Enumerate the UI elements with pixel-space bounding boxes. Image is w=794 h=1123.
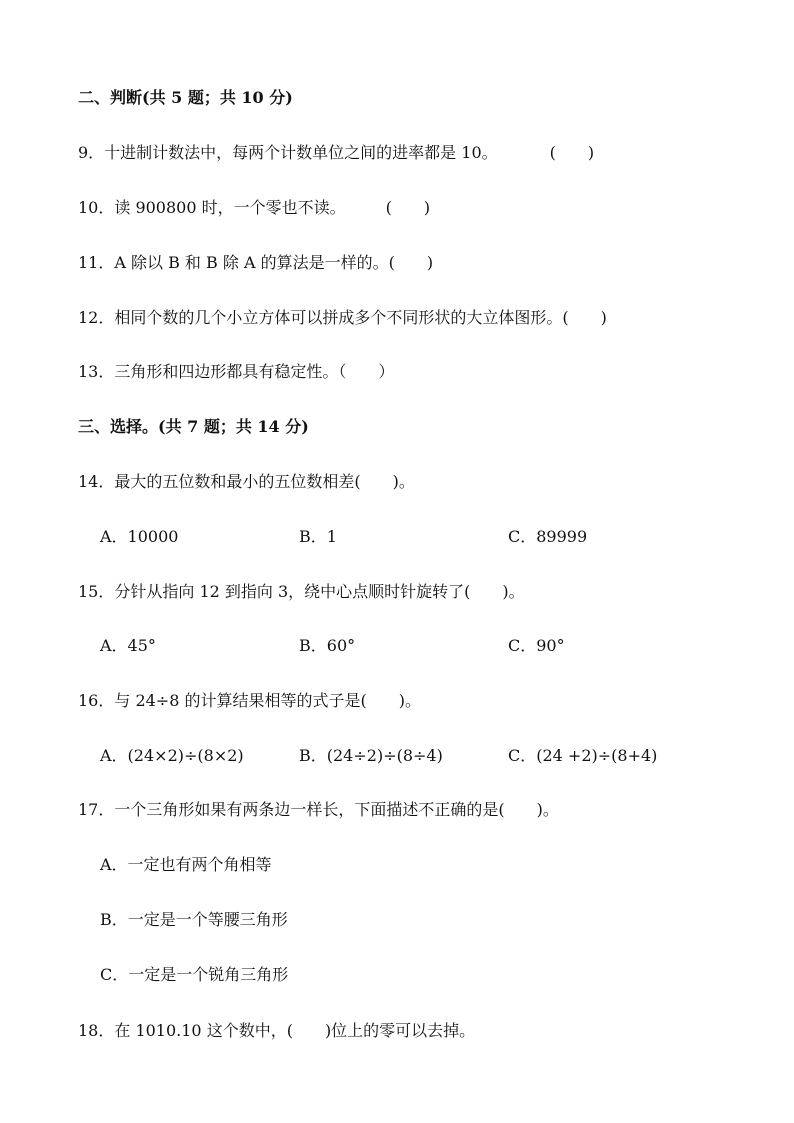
question-14-option-c: C．89999 bbox=[508, 527, 588, 546]
question-14-option-b: B．1 bbox=[299, 527, 337, 546]
question-11: 11．A 除以 B 和 B 除 A 的算法是一样的。( ) bbox=[78, 253, 434, 272]
question-16-option-c: C．(24 +2)÷(8+4) bbox=[508, 746, 658, 765]
question-16-option-a: A．(24×2)÷(8×2) bbox=[100, 746, 244, 765]
question-15-option-a: A．45° bbox=[100, 636, 156, 655]
question-17-option-b: B．一定是一个等腰三角形 bbox=[100, 910, 288, 929]
question-16-option-b: B．(24÷2)÷(8÷4) bbox=[299, 746, 443, 765]
question-14-option-a: A．10000 bbox=[100, 527, 179, 546]
question-12: 12．相同个数的几个小立方体可以拼成多个不同形状的大立体图形。( ) bbox=[78, 308, 607, 327]
answer-paren-10: ( ) bbox=[385, 198, 431, 217]
question-15-option-b: B．60° bbox=[299, 636, 356, 655]
question-17-option-c: C．一定是一个锐角三角形 bbox=[100, 965, 289, 984]
section-heading-choice: 三、选择。(共 7 题；共 14 分) bbox=[78, 417, 309, 436]
question-10 bbox=[78, 198, 430, 218]
question-14: 14．最大的五位数和最小的五位数相差( )。 bbox=[78, 472, 415, 491]
question-16: 16．与 24÷8 的计算结果相等的式子是( )。 bbox=[78, 691, 421, 710]
question-10-text: 10．读 900800 时，一个零也不读。 bbox=[78, 198, 346, 217]
question-9-text: 9．十进制计数法中，每两个计数单位之间的进率都是 10。 bbox=[78, 143, 498, 162]
section-heading-judge: 二、判断(共 5 题；共 10 分) bbox=[78, 88, 293, 107]
question-15-option-c: C．90° bbox=[508, 636, 565, 655]
question-13: 13．三角形和四边形都具有稳定性。（ ） bbox=[78, 362, 395, 381]
answer-paren-9: ( ) bbox=[549, 143, 595, 162]
question-17: 17．一个三角形如果有两条边一样长，下面描述不正确的是( )。 bbox=[78, 800, 559, 819]
question-15: 15．分针从指向 12 到指向 3，绕中心点顺时针旋转了( )。 bbox=[78, 582, 525, 601]
question-17-option-a: A．一定也有两个角相等 bbox=[100, 855, 272, 874]
question-9 bbox=[78, 143, 594, 163]
question-18: 18．在 1010.10 这个数中，( )位上的零可以去掉。 bbox=[78, 1021, 476, 1040]
